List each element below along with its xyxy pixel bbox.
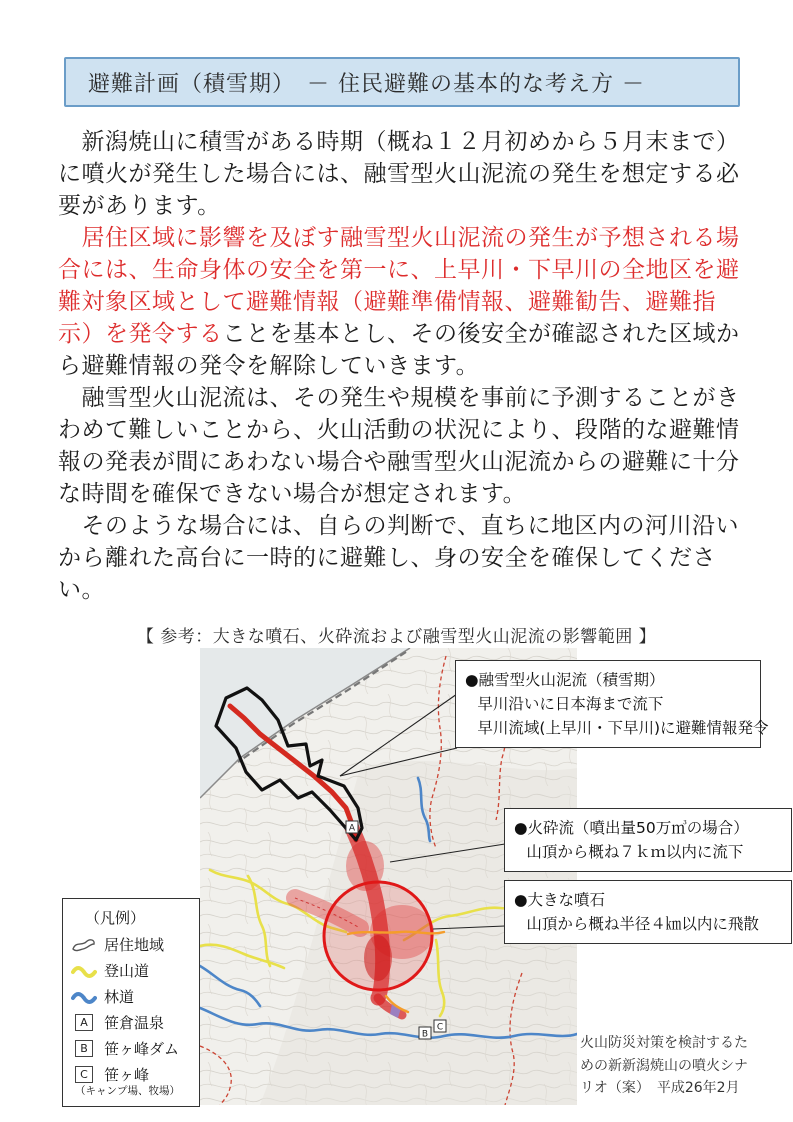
legend-box xyxy=(62,898,200,1107)
source-note-line-3: リオ（案） 平成26年2月 xyxy=(580,1080,740,1097)
page-title: 避難計画（積雪期） － 住民避難の基本的な考え方 － xyxy=(88,71,645,97)
callout-mudflow-line-2: 早川流域(上早川・下早川)に避難情報発令 xyxy=(477,719,769,738)
header-box xyxy=(64,57,740,107)
ejecta-radius-circle xyxy=(324,882,432,990)
legend-item-sasakura-onsen xyxy=(71,1012,193,1033)
callout-mudflow-title: ●融雪型火山泥流（積雪期） xyxy=(465,671,665,689)
emphasis-text: 居住区域に影響を及ぼす融雪型火山泥流の発生が予想される場合には、生命身体の安全を第一に、上早川・下早川の全地区を避難対象区域として避難情報（避難準備情報、避難勧告、避難指示）を発令する xyxy=(58,225,740,347)
legend-item-label: 登山道 xyxy=(104,962,150,980)
marker-b-box-icon: B xyxy=(71,1040,97,1057)
paragraph-4: そのような場合には、自らの判断で、直ちに地区内の河川沿いから離れた高台に一時的に避難し、身の安全を確保してください。 xyxy=(58,513,740,603)
legend-item-label: 笹ヶ峰 xyxy=(104,1066,150,1084)
callout-mudflow-line-1: 早川沿いに日本海まで流下 xyxy=(477,695,664,714)
paragraph-3: 融雪型火山泥流は、その発生や規模を事前に予測することがきわめて難しいことから、火山活動の状況により、段階的な避難情報の発表が間にあわない場合や融雪型火山泥流からの避難に十分な時間を確保できない場合が想定されます。 xyxy=(58,385,740,507)
legend-item-label: 笹倉温泉 xyxy=(104,1014,165,1032)
source-note-line-1: 火山防災対策を検討するた xyxy=(580,1035,748,1051)
legend-item-residential xyxy=(71,934,193,955)
callout-ejecta-title: ●大きな噴石 xyxy=(514,891,606,909)
callout-ejecta-line-1: 山頂から概ね半径４㎞以内に飛散 xyxy=(526,915,759,934)
legend-item-sasagamine xyxy=(71,1064,193,1085)
callout-mudflow xyxy=(455,660,769,748)
source-note-line-2: めの新新潟焼山の噴火シナ xyxy=(580,1057,748,1074)
body-text xyxy=(58,126,748,606)
marker-a-box-icon: A xyxy=(71,1014,97,1031)
legend-item-label: 笹ヶ峰ダム xyxy=(104,1040,180,1058)
legend-title: （凡例） xyxy=(85,909,146,927)
forest-road-wave-icon xyxy=(71,990,97,1004)
paragraph-2 xyxy=(58,222,748,382)
paragraph-2-continued: ことを基本とし、その後安全が確認された区域から避難情報の発令を解除していきます。 xyxy=(58,321,740,379)
marker-a-label: A xyxy=(348,823,356,834)
figure-caption: 【 参考：大きな噴石、火砕流および融雪型火山泥流の影響範囲 】 xyxy=(136,627,657,647)
legend-item-forest-road xyxy=(71,986,193,1007)
callout-ejecta xyxy=(504,880,792,944)
residential-area-icon xyxy=(71,936,97,954)
paragraph-1: 新潟焼山に積雪がある時期（概ね１２月初めから５月末まで）に噴火が発生した場合には、融雪型火山泥流の発生を想定する必要があります。 xyxy=(58,129,740,219)
legend-item-label: 林道 xyxy=(104,988,135,1006)
marker-b-label: B xyxy=(421,1029,429,1040)
callout-pyroclastic xyxy=(504,808,792,872)
legend-item-sublabel: （キャンプ場、牧場） xyxy=(75,1085,180,1097)
callout-pyroclastic-title: ●火砕流（噴出量50万㎥の場合） xyxy=(514,819,749,837)
legend-item-label: 居住地域 xyxy=(104,936,165,954)
trail-wave-icon xyxy=(71,964,97,978)
source-note xyxy=(580,1032,793,1100)
marker-c-label: C xyxy=(436,1022,444,1033)
legend-item-trail xyxy=(71,960,193,981)
callout-pyroclastic-line-1: 山頂から概ね７ｋｍ以内に流下 xyxy=(526,843,744,862)
legend-item-sasagamine-dam xyxy=(71,1038,193,1059)
marker-c-box-icon: C xyxy=(71,1066,97,1083)
